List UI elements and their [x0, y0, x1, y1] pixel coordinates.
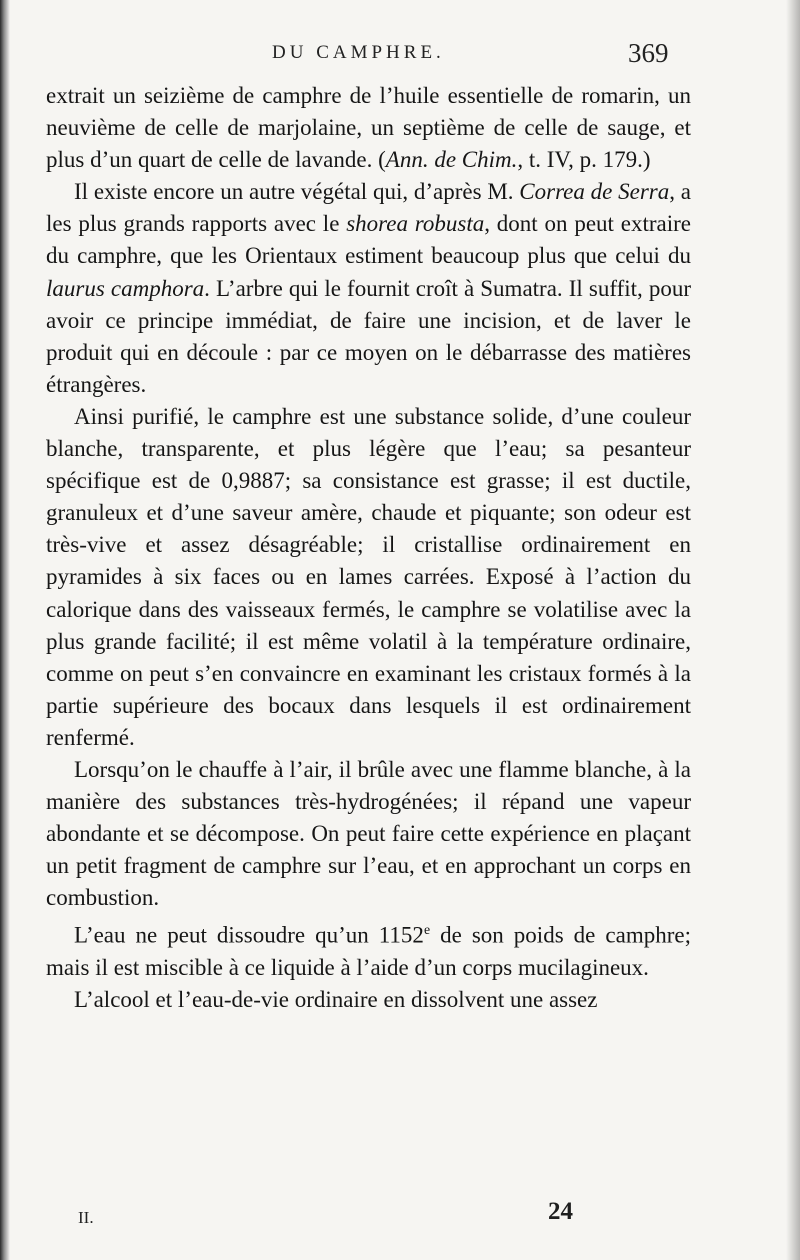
body-text — [46, 80, 691, 1016]
italic-text-run: shorea robusta — [346, 211, 485, 237]
paragraph — [46, 914, 691, 984]
text-run: L’alcool et l’eau-de-vie ordinaire en dissolvent une assez — [74, 987, 598, 1013]
text-run: , a les plus grands rapports avec le — [46, 179, 691, 237]
text-run: extrait un seizième de camphre de l’huile essentielle de romarin, un neuvième de celle de marjolaine, un septième de celle de sauge, et plus d’un quart de celle de lavande. ( — [46, 83, 691, 173]
signature-mark: 24 — [548, 1198, 573, 1225]
paragraph — [46, 80, 691, 176]
italic-text-run: laurus camphora — [46, 275, 205, 301]
italic-text-run: Correa de Serra — [519, 179, 670, 205]
superscript-run: e — [423, 922, 431, 938]
text-run: . L’arbre qui le fournit croît à Sumatra. Il suffit, pour avoir ce principe immédiat, de faire une incision, et de laver le produit qui en découle : par ce moyen on le débarrasse des matières étrangères. — [46, 275, 691, 397]
running-head-title: DU CAMPHRE. — [272, 42, 445, 63]
signature-line — [0, 1198, 800, 1238]
text-run: Lorsqu’on le chauffe à l’air, il brûle avec une flamme blanche, à la manière des substances très-hydrogénées; il répand une vapeur abondante et se décompose. On peut faire cette expérience en plaçant un petit fragment de camphre sur l’eau, et en approchant un corps en combustion. — [46, 756, 691, 911]
paragraph — [46, 754, 691, 914]
running-head — [0, 38, 800, 78]
volume-mark: II. — [78, 1208, 94, 1227]
text-run: , t. IV, p. 179.) — [517, 147, 651, 173]
text-run: , dont on peut extraire du camphre, que les Orientaux estiment beaucoup plus que celui du — [46, 211, 691, 269]
text-run: de son poids de camphre; mais il est miscible à ce liquide à l’aide d’un corps mucilagineux. — [46, 923, 691, 981]
paragraph — [46, 401, 691, 754]
paragraph — [46, 984, 691, 1016]
italic-text-run: Ann. de Chim. — [385, 147, 518, 173]
text-run: Il existe encore un autre végétal qui, d’après M. — [74, 179, 520, 205]
paragraph — [46, 176, 691, 401]
text-run: L’eau ne peut dissoudre qu’un 1152 — [74, 923, 424, 949]
text-run: Ainsi purifié, le camphre est une substance solide, d’une couleur blanche, transparente, et plus légère que l’eau; sa pesanteur spécifique est de 0,9887; sa consistance est grasse; il est ductile, granuleux et d’une saveur amère, chaude et piquante; son odeur est très-vive et assez désagréable; il cristallise ordinairement en pyramides à six faces ou en lames carrées. Exposé à l’action du calorique dans des vaisseaux fermés, le camphre se volatilise avec la plus grande facilité; il est même volatil à la température ordinaire, comme on peut s’en convaincre en examinant les cristaux formés à la partie supérieure des bocaux dans lesquels il est ordinairement renfermé. — [46, 403, 691, 750]
page-number: 369 — [628, 38, 669, 68]
